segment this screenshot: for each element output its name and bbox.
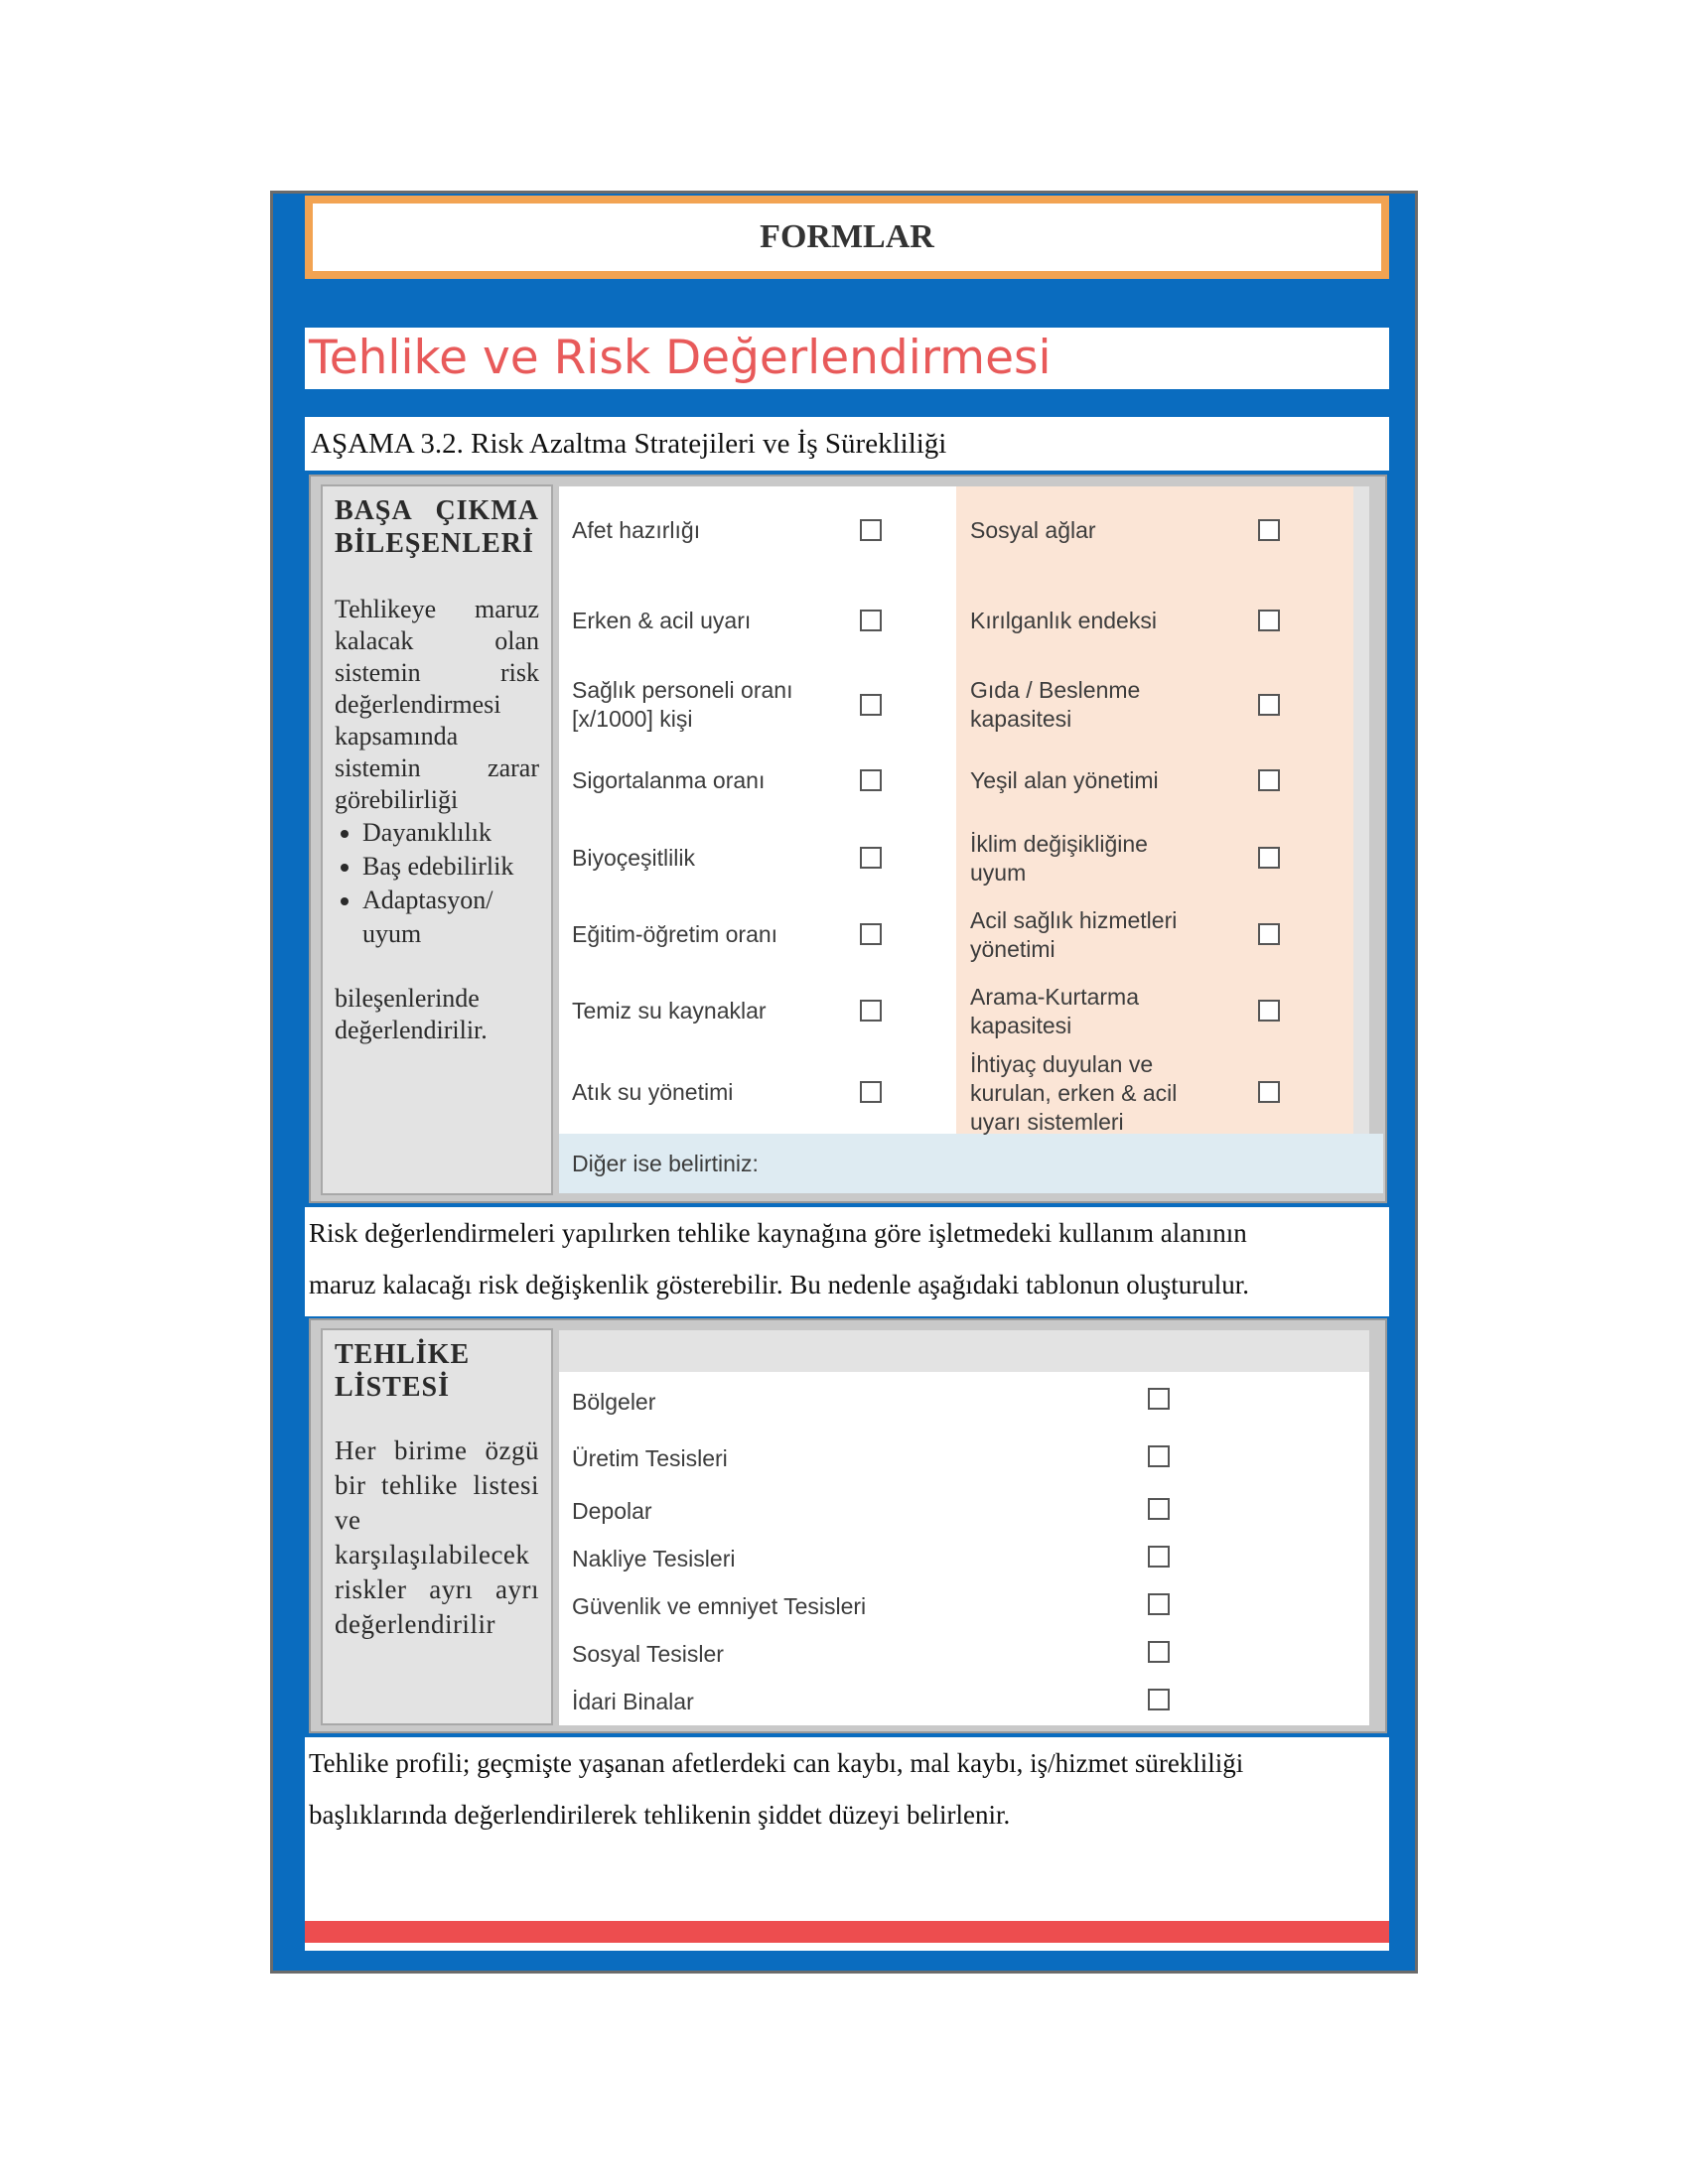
option-label: Sağlık personeli oranı [x/1000] kişi — [572, 677, 793, 732]
hazard-item-label: İdari Binalar — [572, 1689, 694, 1714]
checkbox[interactable] — [1258, 1081, 1280, 1103]
hazard-item-label: Güvenlik ve emniyet Tesisleri — [572, 1593, 867, 1619]
coping-right-edge — [1353, 486, 1369, 1134]
hazard-profile-paragraph — [305, 1737, 1389, 1921]
option-label: Arama-Kurtarma kapasitesi — [970, 984, 1139, 1038]
checkbox[interactable] — [1148, 1689, 1170, 1710]
risk-paragraph-line: Risk değerlendirmeleri yapılırken tehlike kaynağına göre işletmedeki kullanım alanının — [309, 1218, 1247, 1248]
checkbox[interactable] — [1258, 694, 1280, 716]
hazard-profile-line: Tehlike profili; geçmişte yaşanan afetlerdeki can kaybı, mal kaybı, iş/hizmet sürekliliği — [309, 1748, 1244, 1778]
checkbox[interactable] — [860, 847, 882, 869]
option-label: İhtiyaç duyulan ve kurulan, erken & acil uyarı sistemleri — [970, 1051, 1178, 1135]
checkbox[interactable] — [860, 519, 882, 541]
checkbox[interactable] — [860, 610, 882, 631]
option-label: Atık su yönetimi — [572, 1079, 734, 1105]
hazard-item-label: Bölgeler — [572, 1389, 656, 1415]
coping-heading-line2: BİLEŞENLERİ — [335, 528, 534, 559]
hazard-item-label: Sosyal Tesisler — [572, 1641, 724, 1667]
checkbox[interactable] — [1258, 923, 1280, 945]
checkbox[interactable] — [860, 923, 882, 945]
checkbox[interactable] — [1148, 1593, 1170, 1615]
hazard-description: Her birime özgü bir tehlike listesi ve karşılaşılabilecek riskler ayrı ayrı değerlendirilir — [335, 1435, 539, 1639]
option-label: Temiz su kaynaklar — [572, 998, 767, 1024]
coping-left-column — [559, 486, 956, 1134]
checkbox[interactable] — [1148, 1641, 1170, 1663]
option-label: Acil sağlık hizmetleri yönetimi — [970, 907, 1178, 962]
coping-bullet-list — [335, 816, 539, 951]
risk-paragraph-line: maruz kalacağı risk değişkenlik gösterebilir. Bu nedenle aşağıdaki tablonun oluşturulur. — [309, 1270, 1250, 1299]
coping-bullet: • Dayanıklılık — [362, 816, 539, 850]
coping-bullet: • Adaptasyon/ uyum — [362, 884, 539, 951]
option-label: Yeşil alan yönetimi — [970, 767, 1159, 793]
coping-sidebar — [321, 484, 553, 1195]
hazard-item-label: Üretim Tesisleri — [572, 1445, 728, 1471]
option-label: Biyoçeşitlilik — [572, 845, 695, 871]
hazard-heading-line2: LİSTESİ — [335, 1372, 450, 1403]
checkbox[interactable] — [1148, 1388, 1170, 1410]
option-label: Kırılganlık endeksi — [970, 608, 1157, 633]
checkbox[interactable] — [860, 1081, 882, 1103]
coping-footer: bileşenlerinde değerlendirilir. — [335, 984, 488, 1044]
checkbox[interactable] — [1258, 769, 1280, 791]
page-title: Tehlike ve Risk Değerlendirmesi — [305, 328, 1389, 389]
footer-white-bar — [305, 1943, 1389, 1951]
hazard-top-gap — [559, 1330, 1369, 1372]
forms-header: FORMLAR — [305, 196, 1389, 279]
checkbox[interactable] — [1258, 610, 1280, 631]
option-label: İklim değişikliğine uyum — [970, 831, 1148, 886]
checkbox[interactable] — [1148, 1498, 1170, 1520]
checkbox[interactable] — [1148, 1445, 1170, 1467]
hazard-item-label: Depolar — [572, 1498, 652, 1524]
checkbox[interactable] — [1148, 1546, 1170, 1568]
stage-heading: AŞAMA 3.2. Risk Azaltma Stratejileri ve İş Sürekliliği — [305, 417, 1389, 471]
coping-description: Tehlikeye maruz kalacak olan sistemin risk değerlendirmesi kapsamında sistemin zarar görebilirliği — [335, 595, 539, 814]
option-label: Eğitim-öğretim oranı — [572, 921, 778, 947]
checkbox[interactable] — [1258, 847, 1280, 869]
risk-paragraph — [305, 1207, 1389, 1316]
checkbox[interactable] — [860, 1000, 882, 1022]
checkbox[interactable] — [1258, 1000, 1280, 1022]
option-label: Sosyal ağlar — [970, 517, 1096, 543]
other-specify-label[interactable]: Diğer ise belirtiniz: — [572, 1151, 759, 1176]
checkbox[interactable] — [1258, 519, 1280, 541]
footer-red-bar — [305, 1921, 1389, 1943]
option-label: Afet hazırlığı — [572, 517, 701, 543]
hazard-profile-line: başlıklarında değerlendirilerek tehlikenin şiddet düzeyi belirlenir. — [309, 1800, 1011, 1830]
checkbox[interactable] — [860, 694, 882, 716]
hazard-item-label: Nakliye Tesisleri — [572, 1546, 736, 1571]
coping-bullet: • Baş edebilirlik — [362, 850, 539, 884]
option-label: Sigortalanma oranı — [572, 767, 766, 793]
hazard-sidebar — [321, 1328, 553, 1725]
coping-heading-line1: BAŞA ÇIKMA — [335, 495, 539, 526]
option-label: Gıda / Beslenme kapasitesi — [970, 677, 1141, 732]
checkbox[interactable] — [860, 769, 882, 791]
hazard-heading-line1: TEHLİKE — [335, 1339, 471, 1370]
option-label: Erken & acil uyarı — [572, 608, 752, 633]
